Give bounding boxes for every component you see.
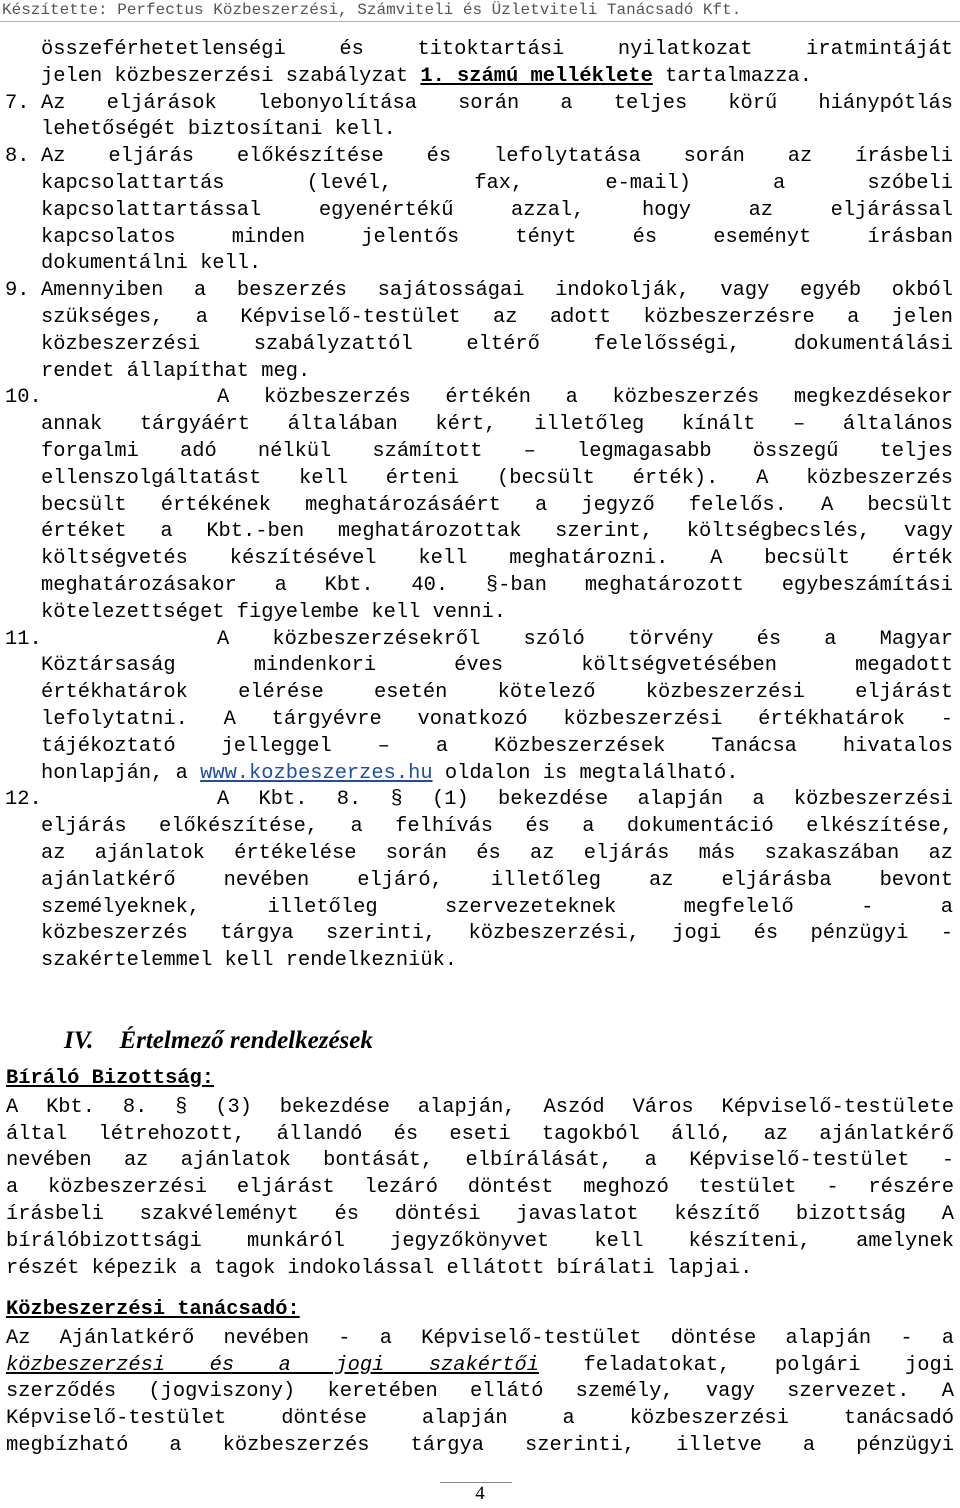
text-line: ajánlatkérő nevében eljáró, illetőleg az eljárásba bevont	[41, 868, 953, 892]
item-number: 8.	[5, 145, 30, 169]
definition-term: Bíráló Bizottság:	[6, 1067, 215, 1090]
text-line: A Kbt. 8. § (3) bekezdése alapján, Aszód Város Képviselő-testülete	[6, 1095, 954, 1119]
definition-term: Közbeszerzési tanácsadó:	[6, 1298, 300, 1321]
text-line: lehetőségét biztosítani kell.	[41, 118, 396, 142]
text-line: értéket a Kbt.-ben meghatározottak szerint, költségbecslés, vagy	[41, 520, 953, 544]
text-line	[6, 1353, 954, 1380]
text-line: írásbeli szakvéleményt és döntési javaslatot készítő bizottság A	[6, 1202, 954, 1226]
text-line: lefolytatni. A tárgyévre vonatkozó közbeszerzési értékhatárok -	[41, 707, 953, 731]
item-number: 11.	[5, 627, 42, 651]
text-line: Az eljárások lebonyolítása során a teljes körű hiánypótlás	[41, 91, 953, 115]
text-line: Köztársaság mindenkori éves költségvetésében megadott	[41, 654, 953, 678]
text-line: kapcsolatos minden jelentős tényt és eseményt írásban	[41, 225, 953, 249]
text-line: Az Ajánlatkérő nevében - a Képviselő-testület döntése alapján - a	[6, 1326, 954, 1350]
text-line: bírálóbizottsági munkáról jegyzőkönyvet kell készíteni, amelynek	[6, 1229, 954, 1253]
text-line: Képviselő-testület döntése alapján a közbeszerzési tanácsadó	[6, 1407, 954, 1431]
text-line: költségvetés készítésével kell meghatározni. A becsült érték	[41, 547, 953, 571]
text-line: kapcsolattartás (levél, fax, e-mail) a szóbeli	[41, 171, 953, 195]
annex-reference: 1. számú melléklete	[420, 64, 653, 88]
text-line: becsült értékének meghatározásáért a jegyző felelős. A becsült	[41, 493, 953, 517]
section-number: IV.	[64, 1027, 94, 1054]
text-line: rendet állapíthat meg.	[41, 359, 311, 383]
text-line	[41, 64, 953, 91]
website-link[interactable]: www.kozbeszerzes.hu	[200, 761, 433, 785]
text-line: nevében az ajánlatok bontását, elbírálását, a Képviselő-testület -	[6, 1149, 954, 1173]
text-line: meghatározásakor a Kbt. 40. §-ban meghatározott egybeszámítási	[41, 573, 953, 597]
text-line: az ajánlatok értékelése során és az eljárás más szakaszában az	[41, 841, 953, 865]
text-span: tartalmazza.	[665, 64, 812, 88]
text-line: közbeszerzés tárgya szerinti, közbeszerzési, jogi és pénzügyi -	[41, 922, 953, 946]
text-line: a közbeszerzési eljárást lezáró döntést meghozó testület - részére	[6, 1176, 954, 1200]
text-line: részét képezik a tagok indokolással ellátott bírálati lapjai.	[6, 1256, 753, 1280]
text-line: annak tárgyáért általában kért, illetőleg kínált – általános	[41, 413, 953, 437]
list-item-10	[5, 385, 953, 626]
text-line: ellenszolgáltatást kell érteni (becsült érték). A közbeszerzés	[41, 466, 953, 490]
section-heading	[64, 1026, 373, 1056]
page-header: Készítette: Perfectus Közbeszerzési, Számviteli és Üzletviteli Tanácsadó Kft.	[0, 0, 960, 22]
text-line: forgalmi adó nélkül számított – legmagasabb összegű teljes	[41, 439, 953, 463]
item-number: 9.	[5, 279, 30, 303]
text-line: Amennyiben a beszerzés sajátosságai indokolják, vagy egyéb okból	[41, 279, 953, 303]
item-number: 7.	[5, 91, 30, 115]
text-line: közbeszerzési szabályzattól eltérő felelősségi, dokumentálási	[41, 332, 953, 356]
text-line: által létrehozott, állandó és eseti tagokból álló, az ajánlatkérő	[6, 1122, 954, 1146]
italic-phrase: közbeszerzési és a jogi szakértői	[6, 1353, 539, 1377]
text-span: jelen közbeszerzési szabályzat	[41, 64, 409, 88]
text-line	[41, 761, 953, 788]
text-line: értékhatárok elérése esetén kötelező közbeszerzési eljárást	[41, 681, 953, 705]
text-line: kapcsolattartással egyenértékű azzal, hogy az eljárással	[41, 198, 953, 222]
text-line: szerződés (jogviszony) keretében ellátó személy, vagy szervezet. A	[6, 1380, 954, 1404]
item-number: 12.	[5, 788, 42, 812]
text-line: megbízható a közbeszerzés tárgya szerinti, illetve a pénzügyi	[6, 1433, 954, 1457]
list-item-7	[5, 91, 953, 145]
text-line: A közbeszerzésekről szóló törvény és a Magyar	[217, 627, 953, 651]
definition-közbeszerzési-tanácsadó	[6, 1297, 954, 1460]
text-line: dokumentálni kell.	[41, 252, 262, 276]
item-number: 10.	[5, 386, 42, 410]
text-line: szakértelemmel kell rendelkezniük.	[41, 949, 458, 973]
text-span: feladatokat, polgári jogi	[583, 1353, 954, 1377]
list-item-12	[5, 787, 953, 975]
text-line: A Kbt. 8. § (1) bekezdése alapján a közbeszerzési	[217, 788, 953, 812]
text-line: Az eljárás előkészítése és lefolytatása során az írásbeli	[41, 145, 953, 169]
list-item-6	[41, 37, 953, 91]
text-line: összeférhetetlenségi és titoktartási nyilatkozat iratmintáját	[41, 38, 953, 61]
text-line: eljárás előkészítése, a felhívás és a dokumentáció elkészítése,	[41, 815, 953, 839]
text-span: oldalon is megtalálható.	[444, 761, 739, 785]
list-item-9	[5, 278, 953, 385]
list-item-11	[5, 627, 953, 788]
section-title: Értelmező rendelkezések	[119, 1027, 373, 1054]
text-line: személyeknek, illetőleg szervezeteknek megfelelő - a	[41, 895, 953, 919]
text-span: honlapján, a	[41, 761, 188, 785]
text-line: tájékoztató jelleggel – a Közbeszerzések Tanácsa hivatalos	[41, 734, 953, 758]
numbered-list	[5, 37, 953, 975]
page-number: 4	[475, 1483, 485, 1504]
list-item-8	[5, 144, 953, 278]
definition-bíráló-bizottság	[6, 1066, 954, 1282]
text-line: A közbeszerzés értékén a közbeszerzés megkezdésekor	[217, 386, 953, 410]
text-line: szükséges, a Képviselő-testület az adott közbeszerzésre a jelen	[41, 305, 953, 329]
text-line: kötelezettséget figyelembe kell venni.	[41, 600, 506, 624]
